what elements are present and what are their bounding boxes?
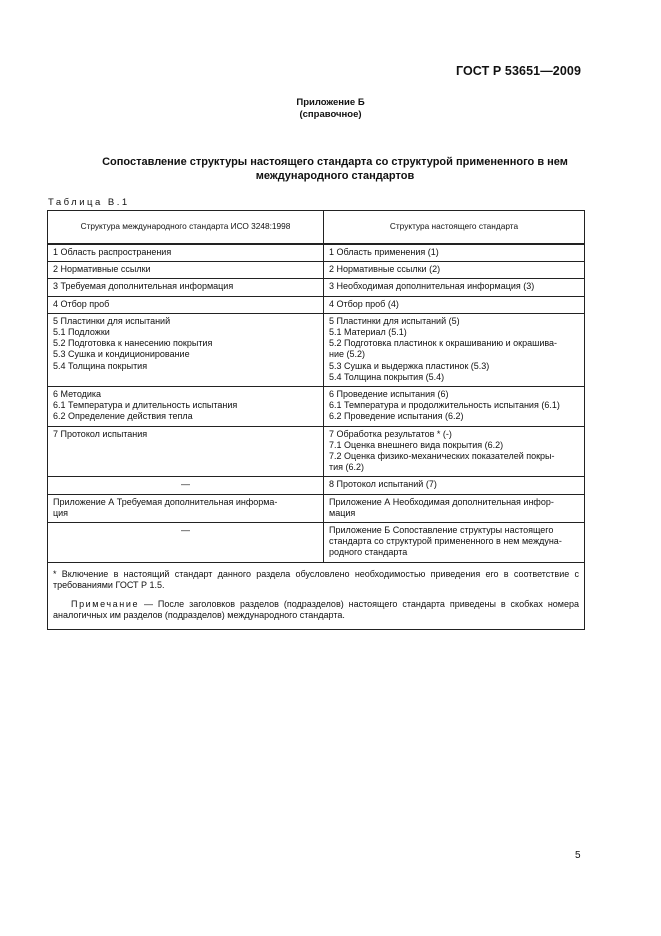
cell-line: 7.1 Оценка внешнего вида покрытия (6.2) [329, 439, 504, 450]
annex-title: Приложение Б [296, 97, 365, 108]
cell-international [48, 244, 324, 262]
table-row [48, 313, 585, 386]
table-row [48, 296, 585, 313]
cell-line: 5.3 Сушка и кондиционирование [53, 349, 190, 360]
cell-line: 5.4 Толщина покрытия [53, 360, 148, 371]
cell-line: 1 Область распространения [53, 247, 172, 257]
header-international-structure: Структура международного стандарта ИСО 3248:1998 [48, 211, 324, 245]
cell-line: 6.2 Проведение испытания (6.2) [329, 411, 464, 422]
cell-line: 6.1 Температура и продолжительность испытания (6.1) [329, 400, 560, 411]
cell-line: 2 Нормативные ссылки [53, 264, 151, 275]
cell-line: 7.2 Оценка физико-механических показателей покры- [329, 451, 555, 462]
cell-line: родного стандарта [329, 547, 408, 558]
cell-line: 6.2 Определение действия тепла [53, 411, 193, 422]
cell-line: 3 Требуемая дополнительная информация [53, 281, 234, 292]
cell-national [324, 262, 585, 279]
cell-line: 8 Протокол испытаний (7) [329, 479, 437, 490]
cell-line: 4 Отбор проб [53, 298, 110, 309]
table-header-row [48, 211, 585, 245]
cell-line: 5.2 Подготовка к нанесению покрытия [53, 338, 213, 349]
table-row [48, 426, 585, 477]
cell-line: 2 Нормативные ссылки (2) [329, 264, 441, 275]
table-row [48, 279, 585, 296]
table-row [48, 387, 585, 427]
cell-international [48, 262, 324, 279]
page-title-line-2: международного стандартов [255, 170, 415, 182]
note [53, 599, 579, 621]
annex-subtitle: (справочное) [299, 109, 362, 120]
header-national-structure: Структура настоящего стандарта [324, 211, 585, 245]
cell-line: 5.1 Материал (5.1) [329, 327, 407, 338]
cell-national [324, 296, 585, 313]
table-label: Таблица В.1 [48, 197, 130, 208]
cell-line: 1 Область применения (1) [329, 247, 439, 257]
annex-heading [0, 97, 661, 121]
table-row [48, 244, 585, 262]
note-text: — После заголовков разделов (подразделов) настоящего стандарта приведены в скобках номера аналогичных им разделов (подразделов) международного стандарта. [53, 599, 579, 621]
page-number: 5 [575, 850, 581, 861]
cell-national [324, 279, 585, 296]
cell-line: Приложение А Необходимая дополнительная инфор- [329, 496, 554, 507]
cell-line: тия (6.2) [329, 462, 365, 473]
cell-line: мация [329, 507, 356, 518]
cell-international [48, 279, 324, 296]
document-id: ГОСТ Р 53651—2009 [455, 64, 581, 78]
table-row [48, 477, 585, 494]
cell-international [48, 387, 324, 427]
cell-line: 7 Протокол испытания [53, 428, 148, 439]
cell-international [48, 477, 324, 494]
cell-line: 6 Проведение испытания (6) [329, 389, 449, 400]
cell-line: 4 Отбор проб (4) [329, 298, 399, 309]
cell-line: 6.1 Температура и длительность испытания [53, 400, 238, 411]
footnote: * Включение в настоящий стандарт данного раздела обусловлено необходимостью приведения его в соответствие с требованиями ГОСТ Р 1.5. [53, 568, 579, 590]
page-title-line-1: Сопоставление структуры настоящего стандарта со структурой примененного в нем [102, 156, 568, 168]
cell-line: 3 Необходимая дополнительная информация (3) [329, 281, 535, 292]
cell-line: — [181, 525, 190, 536]
cell-line: ция [53, 507, 69, 518]
table-footer-row [48, 562, 585, 630]
table-row [48, 494, 585, 522]
comparison-table [47, 210, 585, 630]
cell-international [48, 296, 324, 313]
cell-line: ние (5.2) [329, 349, 366, 360]
cell-line: 5 Пластинки для испытаний (5) [329, 315, 460, 326]
cell-line: 5.2 Подготовка пластинок к окрашиванию и окрашива- [329, 338, 558, 349]
table-row [48, 523, 585, 563]
table-footer-cell [48, 562, 585, 630]
cell-national [324, 477, 585, 494]
cell-national [324, 244, 585, 262]
cell-line: стандарта со структурой примененного в нем междуна- [329, 536, 562, 547]
cell-national [324, 387, 585, 427]
page-title [60, 155, 610, 183]
note-label: Примечание [71, 599, 140, 610]
cell-international [48, 494, 324, 522]
cell-line: 6 Методика [53, 389, 102, 400]
cell-national [324, 313, 585, 386]
cell-national [324, 523, 585, 563]
cell-line: Приложение А Требуемая дополнительная информа- [53, 496, 278, 507]
cell-line: 5.4 Толщина покрытия (5.4) [329, 371, 445, 382]
cell-international [48, 426, 324, 477]
cell-line: 5 Пластинки для испытаний [53, 315, 171, 326]
cell-national [324, 426, 585, 477]
cell-line: 7 Обработка результатов * (-) [329, 428, 452, 439]
cell-line: 5.1 Подложки [53, 327, 110, 338]
cell-line: — [181, 479, 190, 490]
cell-line: 5.3 Сушка и выдержка пластинок (5.3) [329, 360, 490, 371]
cell-line: Приложение Б Сопоставление структуры настоящего [329, 525, 554, 536]
cell-national [324, 494, 585, 522]
cell-international [48, 523, 324, 563]
table-body [48, 244, 585, 562]
cell-international [48, 313, 324, 386]
table-row [48, 262, 585, 279]
